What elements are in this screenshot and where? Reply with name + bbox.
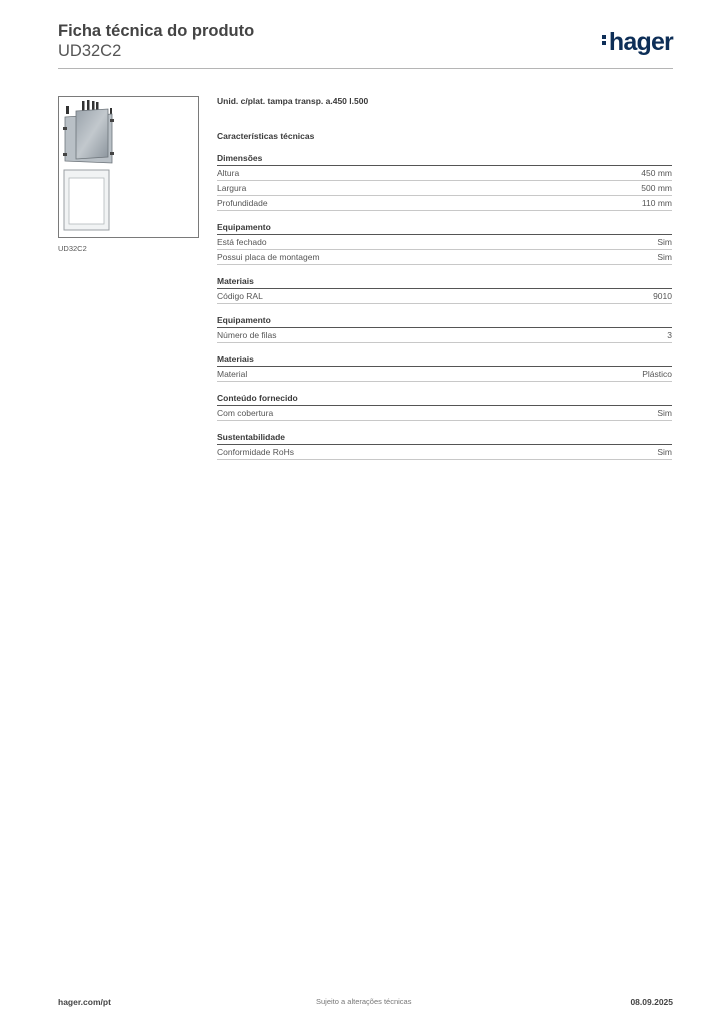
product-image-frame	[58, 96, 199, 238]
spec-group-contents	[217, 392, 672, 421]
spec-label: Possui placa de montagem	[217, 252, 320, 262]
spec-value: Sim	[657, 447, 672, 457]
logo-dots-icon	[602, 33, 607, 47]
spec-group-materials	[217, 275, 672, 304]
image-caption: UD32C2	[58, 244, 87, 253]
spec-row	[217, 367, 672, 382]
spec-value: Sim	[657, 408, 672, 418]
spec-row	[217, 250, 672, 265]
page-footer	[58, 997, 673, 1011]
spec-group-sustainability	[217, 431, 672, 460]
spec-group-title: Dimensões	[217, 152, 672, 166]
spec-value: 450 mm	[641, 168, 672, 178]
spec-label: Código RAL	[217, 291, 263, 301]
spec-group-title: Equipamento	[217, 314, 672, 328]
frame-icon	[64, 170, 109, 230]
spec-label: Está fechado	[217, 237, 267, 247]
spec-value: Sim	[657, 237, 672, 247]
spec-group-title: Materiais	[217, 275, 672, 289]
spec-row	[217, 235, 672, 250]
page-header	[58, 22, 673, 61]
spec-row	[217, 445, 672, 460]
spec-value: 500 mm	[641, 183, 672, 193]
page-title: Ficha técnica do produto	[58, 22, 255, 40]
product-name: Unid. c/plat. tampa transp. a.450 l.500	[217, 96, 369, 106]
footer-notice: Sujeito a alterações técnicas	[316, 997, 412, 1006]
spec-row	[217, 289, 672, 304]
product-reference: UD32C2	[58, 42, 122, 60]
spec-row	[217, 196, 672, 211]
spec-label: Com cobertura	[217, 408, 274, 418]
spec-label: Número de filas	[217, 330, 277, 340]
spec-group-title: Materiais	[217, 353, 672, 367]
spec-value: Plástico	[642, 369, 672, 379]
spec-group-title: Conteúdo fornecido	[217, 392, 672, 406]
cover-plate-icon	[63, 109, 114, 163]
spec-value: 3	[667, 330, 672, 340]
spec-label: Largura	[217, 183, 247, 193]
spec-group-material	[217, 353, 672, 382]
footer-website-link[interactable]: hager.com/pt	[58, 997, 111, 1007]
footer-date: 08.09.2025	[630, 997, 673, 1007]
spec-label: Material	[217, 369, 248, 379]
header-divider	[58, 68, 673, 69]
spec-label: Altura	[217, 168, 240, 178]
spec-label: Profundidade	[217, 198, 268, 208]
spec-value: 9010	[653, 291, 672, 301]
spec-row	[217, 181, 672, 196]
spec-row	[217, 328, 672, 343]
spec-group-equipment-rows	[217, 314, 672, 343]
product-specs	[217, 95, 672, 460]
spec-row	[217, 406, 672, 421]
spec-group-title: Equipamento	[217, 221, 672, 235]
section-heading: Características técnicas	[217, 131, 315, 141]
spec-label: Conformidade RoHs	[217, 447, 295, 457]
spec-row	[217, 166, 672, 181]
spec-value: Sim	[657, 252, 672, 262]
logo-text: hager	[608, 28, 673, 56]
spec-group-dimensions	[217, 152, 672, 211]
product-image	[59, 97, 198, 237]
spec-group-title: Sustentabilidade	[217, 431, 672, 445]
spec-value: 110 mm	[641, 198, 672, 208]
spec-group-equipment	[217, 221, 672, 265]
hager-logo	[602, 28, 673, 56]
